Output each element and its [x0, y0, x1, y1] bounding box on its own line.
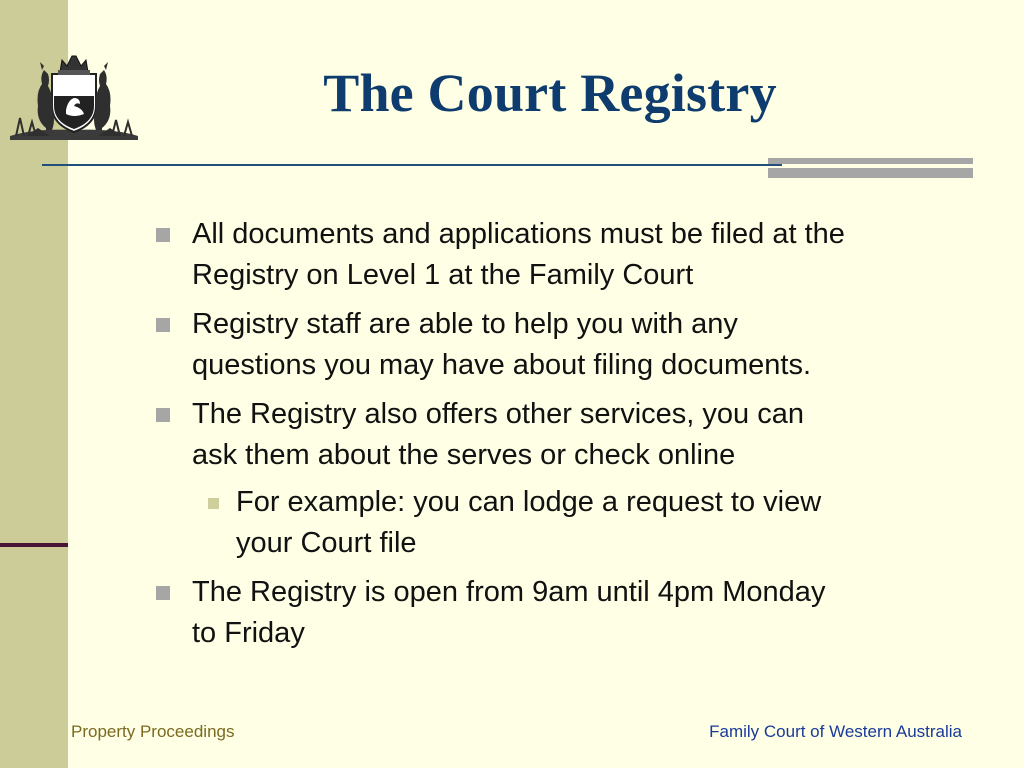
square-sub-bullet-icon — [208, 498, 219, 509]
bullet-text: All documents and applications must be filed at the — [192, 218, 845, 250]
bullet-text: The Registry is open from 9am until 4pm Monday — [192, 576, 826, 608]
footer-left-label: Property Proceedings — [71, 722, 235, 741]
left-bar-rule — [0, 543, 68, 547]
bullet-text: Registry on Level 1 at the Family Court — [192, 259, 694, 291]
square-bullet-icon — [156, 318, 170, 332]
bullet-item — [156, 572, 976, 654]
square-bullet-icon — [156, 408, 170, 422]
sub-bullet-item — [156, 482, 976, 564]
bullet-item — [156, 304, 976, 386]
title-underline — [42, 164, 782, 166]
title-accent-bar-bottom — [768, 168, 973, 178]
bullet-text: The Registry also offers other services, you can — [192, 398, 804, 430]
title-accent-bar-top — [768, 158, 973, 164]
bullet-text: questions you may have about filing documents. — [192, 349, 812, 381]
bullet-text: For example: you can lodge a request to view — [236, 486, 822, 518]
slide-title: The Court Registry — [323, 63, 777, 123]
bullet-item — [156, 214, 976, 296]
bullet-text: ask them about the serves or check online — [192, 439, 736, 471]
square-bullet-icon — [156, 228, 170, 242]
bullet-list — [156, 214, 976, 662]
square-bullet-icon — [156, 586, 170, 600]
bullet-text: to Friday — [192, 617, 305, 649]
bullet-text: your Court file — [236, 527, 417, 559]
coat-of-arms-logo — [6, 40, 142, 144]
bullet-text: Registry staff are able to help you with any — [192, 308, 738, 340]
bullet-item — [156, 394, 976, 476]
footer-right-label: Family Court of Western Australia — [709, 722, 962, 741]
